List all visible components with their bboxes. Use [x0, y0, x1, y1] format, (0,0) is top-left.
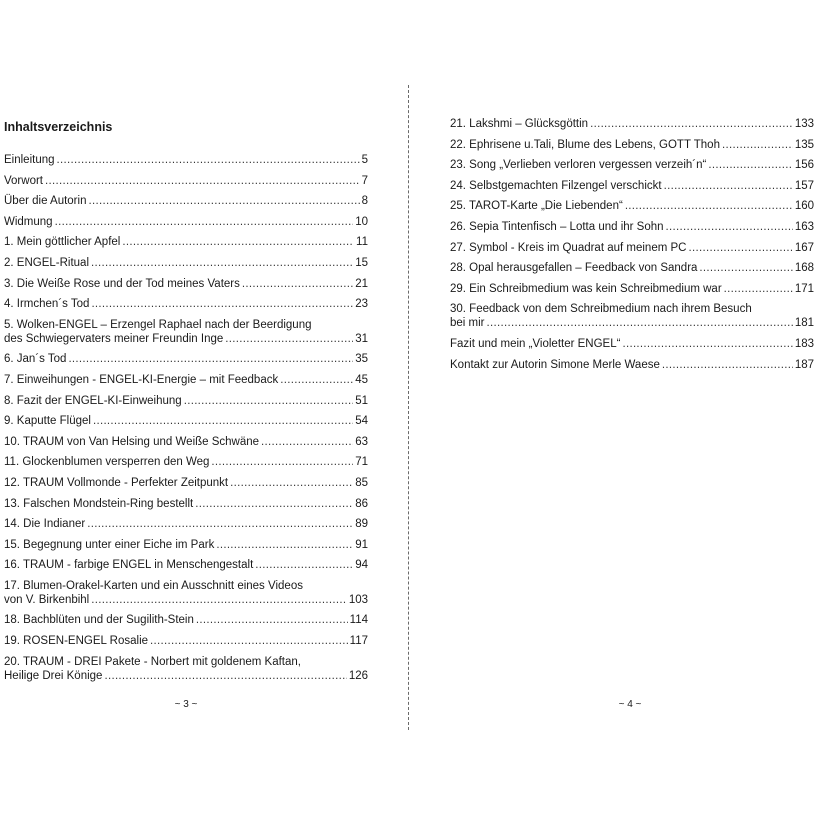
toc-dot-leader	[722, 138, 793, 152]
toc-dot-leader	[91, 297, 353, 311]
toc-entry	[4, 194, 368, 208]
toc-entry-title: Vorwort	[4, 174, 43, 187]
toc-entry-line	[450, 158, 814, 172]
toc-dot-leader	[196, 613, 348, 627]
toc-dot-leader	[57, 153, 360, 167]
toc-entry	[450, 302, 814, 330]
toc-entry	[4, 256, 368, 270]
toc-entry-title: 9. Kaputte Flügel	[4, 415, 91, 428]
toc-entry-line	[4, 558, 368, 572]
toc-dot-leader	[216, 538, 353, 552]
toc-entry	[4, 435, 368, 449]
toc-entry-line	[4, 538, 368, 552]
page-number-right: ~ 4 ~	[618, 699, 642, 710]
toc-entry-page: 85	[355, 476, 368, 489]
toc-entry-title: 18. Bachblüten und der Sugilith-Stein	[4, 614, 194, 627]
toc-entry-line	[4, 455, 368, 469]
toc-entry-title: 8. Fazit der ENGEL-KI-Einweihung	[4, 394, 182, 407]
toc-entry-title: 2. ENGEL-Ritual	[4, 256, 90, 269]
toc-entry-page: 5	[361, 154, 368, 166]
toc-entry-page: 71	[355, 456, 368, 469]
toc-entry-line	[450, 282, 814, 296]
toc-dot-leader	[68, 352, 353, 366]
toc-entry-page: 8	[361, 195, 368, 208]
toc-entry-page: 133	[794, 118, 814, 130]
toc-entry-page: 15	[355, 256, 368, 269]
toc-dot-leader	[590, 117, 793, 131]
toc-entry-page: 163	[794, 220, 814, 233]
toc-dot-leader	[93, 414, 353, 428]
toc-entry-line	[450, 220, 814, 234]
toc-entry	[4, 634, 368, 648]
toc-entry-title: 29. Ein Schreibmedium was kein Schreibmedium war	[450, 282, 722, 295]
toc-entry	[4, 174, 368, 188]
toc-entry-title-first-line: 30. Feedback von dem Schreibmedium nach ihrem Besuch	[450, 303, 752, 316]
toc-entry-page: 63	[355, 435, 368, 448]
toc-entry-title-first-line: 5. Wolken-ENGEL – Erzengel Raphael nach der Beerdigung	[4, 318, 312, 331]
toc-entry-page: 21	[355, 277, 368, 290]
toc-list-left	[4, 153, 368, 689]
toc-dot-leader	[688, 241, 792, 255]
toc-entry	[4, 517, 368, 531]
toc-entry-title: 11. Glockenblumen versperren den Weg	[4, 456, 210, 469]
toc-entry	[4, 414, 368, 428]
toc-dot-leader	[91, 256, 353, 270]
toc-dot-leader	[91, 593, 347, 607]
toc-dot-leader	[230, 476, 353, 490]
toc-dot-leader	[225, 332, 353, 346]
toc-entry	[450, 337, 814, 351]
toc-entry-page: 168	[794, 262, 814, 275]
toc-entry-title: Über die Autorin	[4, 195, 87, 208]
toc-entry-line	[4, 373, 368, 387]
toc-entry	[4, 558, 368, 572]
toc-entry-title: 19. ROSEN-ENGEL Rosalie	[4, 635, 149, 648]
toc-entry-line	[4, 394, 368, 408]
toc-dot-leader	[242, 277, 353, 291]
toc-entry-page: 126	[348, 669, 368, 682]
page-number-left: ~ 3 ~	[174, 699, 198, 710]
toc-entry	[4, 538, 368, 552]
toc-entry-line	[4, 235, 368, 249]
toc-entry-page: 160	[794, 200, 814, 213]
toc-entry-title: bei mir	[450, 317, 485, 330]
toc-entry-title: 10. TRAUM von Van Helsing und Weiße Schwäne	[4, 435, 260, 448]
toc-entry	[450, 158, 814, 172]
toc-entry-title: 25. TAROT-Karte „Die Liebenden“	[450, 200, 623, 213]
toc-entry-line	[450, 138, 814, 152]
toc-dot-leader	[88, 194, 359, 208]
toc-dot-leader	[55, 215, 354, 229]
toc-list-right	[450, 117, 814, 378]
toc-entry	[450, 220, 814, 234]
toc-dot-leader	[699, 261, 792, 275]
toc-entry-line	[450, 199, 814, 213]
toc-entry	[4, 394, 368, 408]
toc-entry-page: 156	[794, 159, 814, 172]
toc-entry-line	[4, 153, 368, 167]
toc-entry	[4, 476, 368, 490]
toc-dot-leader	[666, 220, 793, 234]
toc-entry-line	[450, 179, 814, 193]
toc-entry-page: 89	[355, 518, 368, 531]
toc-entry-line	[450, 358, 814, 372]
toc-entry-line	[4, 414, 368, 428]
toc-entry-page: 171	[794, 282, 814, 295]
toc-entry-title: Kontakt zur Autorin Simone Merle Waese	[450, 358, 660, 371]
left-page	[4, 0, 368, 815]
toc-entry-title: Heilige Drei Könige	[4, 669, 103, 682]
toc-entry-title: 16. TRAUM - farbige ENGEL in Menschengestalt	[4, 559, 254, 572]
toc-entry-page: 45	[355, 373, 368, 386]
toc-entry-title: 21. Lakshmi – Glücksgöttin	[450, 118, 589, 130]
toc-entry-title: 27. Symbol - Kreis im Quadrat auf meinem PC	[450, 241, 687, 254]
toc-entry-line	[4, 613, 368, 627]
toc-entry	[4, 352, 368, 366]
toc-entry-line	[4, 435, 368, 449]
toc-entry-page: 86	[355, 497, 368, 510]
toc-dot-leader	[261, 435, 353, 449]
toc-entry-line	[4, 634, 368, 648]
toc-entry-page: 10	[355, 215, 368, 228]
toc-dot-leader	[724, 282, 793, 296]
toc-dot-leader	[625, 199, 793, 213]
toc-entry-title: 12. TRAUM Vollmonde - Perfekter Zeitpunkt	[4, 476, 229, 489]
toc-entry	[4, 297, 368, 311]
toc-entry	[450, 179, 814, 193]
toc-dot-leader	[211, 455, 353, 469]
toc-entry-line	[4, 332, 368, 346]
toc-entry-page: 135	[794, 138, 814, 151]
toc-entry-line	[4, 497, 368, 511]
toc-entry-title: 26. Sepia Tintenfisch – Lotta und ihr Sohn	[450, 220, 664, 233]
toc-entry-line	[4, 215, 368, 229]
toc-entry-page: 114	[349, 614, 368, 627]
toc-entry-title: von V. Birkenbihl	[4, 593, 90, 606]
toc-entry	[4, 153, 368, 167]
toc-entry-title: 7. Einweihungen - ENGEL-KI-Energie – mit Feedback	[4, 373, 279, 386]
toc-entry	[450, 261, 814, 275]
toc-entry-line	[450, 261, 814, 275]
toc-entry-title: 15. Begegnung unter einer Eiche im Park	[4, 538, 215, 551]
toc-entry-line	[4, 277, 368, 291]
toc-dot-leader	[280, 373, 353, 387]
toc-entry-page: 94	[355, 559, 368, 572]
toc-entry-title: 24. Selbstgemachten Filzengel verschickt	[450, 179, 662, 192]
toc-entry-page: 103	[348, 593, 368, 606]
toc-entry-title: 28. Opal herausgefallen – Feedback von Sandra	[450, 262, 698, 275]
toc-entry-title: 4. Irmchen´s Tod	[4, 298, 90, 311]
toc-entry-page: 167	[794, 241, 814, 254]
toc-entry-page: 7	[361, 174, 368, 187]
toc-entry-line	[450, 337, 814, 351]
toc-entry-title: 23. Song „Verlieben verloren vergessen verzeih´n“	[450, 159, 707, 172]
toc-dot-leader	[87, 517, 353, 531]
toc-dot-leader	[708, 158, 792, 172]
toc-entry-page: 183	[794, 337, 814, 350]
toc-entry	[450, 358, 814, 372]
toc-entry-line	[4, 669, 368, 683]
toc-entry-page: 181	[794, 317, 814, 330]
toc-entry-page: 54	[355, 415, 368, 428]
toc-entry-title: Widmung	[4, 215, 53, 228]
toc-dot-leader	[487, 316, 793, 330]
toc-entry	[4, 277, 368, 291]
toc-dot-leader	[104, 669, 346, 683]
toc-entry	[4, 215, 368, 229]
toc-entry-line	[4, 593, 368, 607]
toc-entry	[4, 497, 368, 511]
toc-entry-page: 31	[355, 332, 368, 345]
toc-dot-leader	[184, 394, 354, 408]
toc-entry-page: 51	[355, 394, 368, 407]
toc-entry-page: 35	[355, 353, 368, 366]
toc-entry-title: 22. Ephrisene u.Tali, Blume des Lebens, GOTT Thoh	[450, 138, 720, 151]
toc-dot-leader	[255, 558, 353, 572]
toc-entry-title: des Schwiegervaters meiner Freundin Inge	[4, 332, 224, 345]
toc-entry-page: 11	[356, 236, 368, 249]
toc-entry-title: 3. Die Weiße Rose und der Tod meines Vaters	[4, 277, 240, 290]
toc-entry	[4, 235, 368, 249]
toc-entry	[450, 138, 814, 152]
toc-entry-page: 117	[349, 635, 368, 648]
toc-entry	[450, 282, 814, 296]
toc-entry-page: 91	[355, 538, 368, 551]
toc-entry-title: 14. Die Indianer	[4, 518, 86, 531]
toc-dot-leader	[662, 358, 793, 372]
toc-entry	[4, 613, 368, 627]
toc-entry-line	[4, 194, 368, 208]
toc-entry-title: 6. Jan´s Tod	[4, 353, 67, 366]
page-divider	[408, 85, 409, 730]
toc-entry-page: 187	[794, 358, 814, 371]
toc-entry	[450, 199, 814, 213]
toc-entry-title-first-line: 17. Blumen-Orakel-Karten und ein Ausschnitt eines Videos	[4, 579, 303, 592]
toc-entry-title: Fazit und mein „Violetter ENGEL“	[450, 337, 621, 350]
right-page	[450, 0, 814, 815]
toc-entry-line	[4, 352, 368, 366]
toc-entry-line	[450, 316, 814, 330]
toc-entry-page: 157	[794, 179, 814, 192]
toc-entry-line	[450, 241, 814, 255]
toc-entry-title-first-line: 20. TRAUM - DREI Pakete - Norbert mit goldenem Kaftan,	[4, 655, 301, 668]
toc-entry	[4, 318, 368, 346]
toc-entry-line	[4, 476, 368, 490]
toc-title: Inhaltsverzeichnis	[4, 120, 113, 134]
toc-dot-leader	[622, 337, 792, 351]
toc-entry	[4, 579, 368, 607]
toc-entry-title: 13. Falschen Mondstein-Ring bestellt	[4, 497, 194, 510]
toc-dot-leader	[664, 179, 793, 193]
toc-entry-title: 1. Mein göttlicher Apfel	[4, 236, 121, 249]
toc-dot-leader	[122, 235, 354, 249]
toc-dot-leader	[150, 634, 348, 648]
toc-entry-line	[4, 256, 368, 270]
toc-entry-page: 23	[355, 298, 368, 311]
toc-entry-line	[4, 517, 368, 531]
toc-entry-line	[4, 297, 368, 311]
toc-entry-title: Einleitung	[4, 154, 55, 166]
toc-entry-line	[4, 174, 368, 188]
toc-entry	[4, 655, 368, 683]
toc-entry	[450, 241, 814, 255]
toc-dot-leader	[45, 174, 360, 188]
toc-entry	[450, 117, 814, 131]
toc-entry	[4, 455, 368, 469]
toc-entry-line	[450, 117, 814, 131]
toc-dot-leader	[195, 497, 353, 511]
toc-entry	[4, 373, 368, 387]
